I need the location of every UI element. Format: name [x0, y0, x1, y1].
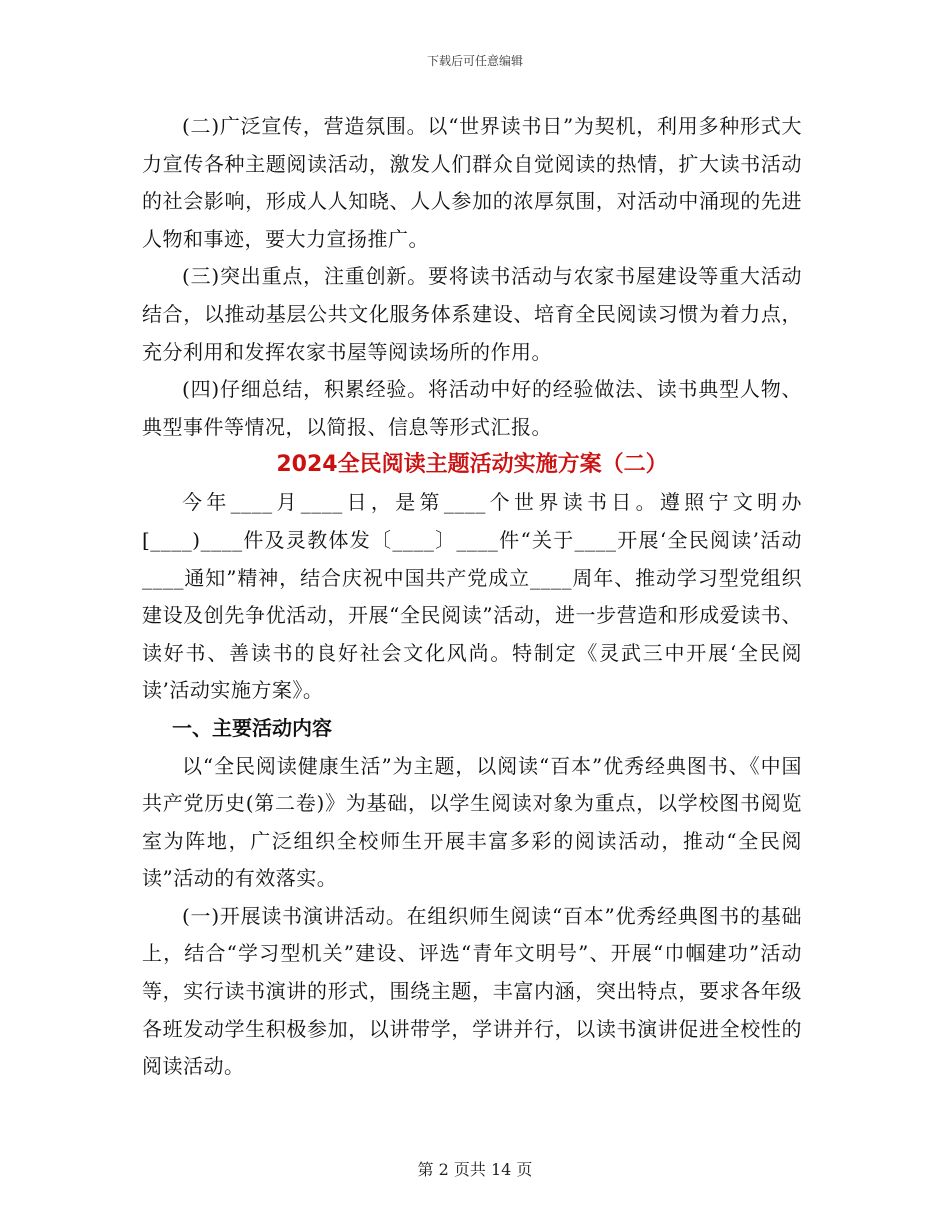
paragraph-speech-activity: (一)开展读书演讲活动。在组织师生阅读“百本”优秀经典图书的基础上，结合“学习型机关”建设、评选“青年文明号”、开展“巾帼建功”活动等，实行读书演讲的形式，围绕主题，丰富内涵，突出特点，要求各年级各班发动学生积极参加，以讲带学，学讲并行，以读书演讲促进全校性的阅读活动。: [142, 903, 802, 1079]
paragraph-focus-innovation: (三)突出重点，注重创新。要将读书活动与农家书屋建设等重大活动结合，以推动基层公共文化服务体系建设、培育全民阅读习惯为着力点，充分利用和发挥农家书屋等阅读场所的作用。: [142, 264, 802, 364]
paragraph-summary: (四)仔细总结，积累经验。将活动中好的经验做法、读书典型人物、典型事件等情况，以简报、信息等形式汇报。: [142, 377, 802, 439]
document-title: 2024全民阅读主题活动实施方案（二）: [276, 452, 668, 478]
page-number: 第 2 页共 14 页: [417, 1160, 533, 1179]
paragraph-publicity: (二)广泛宣传，营造氛围。以“世界读书日”为契机，利用多种形式大力宣传各种主题阅读活动，激发人们群众自觉阅读的热情，扩大读书活动的社会影响，形成人人知晓、人人参加的浓厚氛围，对活动中涌现的先进人物和事迹，要大力宣扬推广。: [142, 114, 802, 251]
paragraph-intro: 今年____月____日，是第____个世界读书日。遵照宁文明办[____)____件及灵教体发〔____〕____件“关于____开展‘全民阅读’活动____通知”精神，结合庆祝中国共产党成立____周年、推动学习型党组织建设及创先争优活动，开展“全民阅读”活动，进一步营造和形成爱读书、读好书、善读书的良好社会文化风尚。特制定《灵武三中开展‘全民阅读’活动实施方案》。: [142, 490, 802, 703]
section-heading: 一、主要活动内容: [172, 715, 332, 740]
paragraph-theme: 以“全民阅读健康生活”为主题，以阅读“百本”优秀经典图书、《中国共产党历史(第二卷)》为基础，以学生阅读对象为重点，以学校图书阅览室为阵地，广泛组织全校师生开展丰富多彩的阅读活动，推动“全民阅读”活动的有效落实。: [142, 753, 802, 891]
document-body: [142, 108, 802, 1086]
page-header: 下载后可任意编辑: [426, 54, 523, 68]
